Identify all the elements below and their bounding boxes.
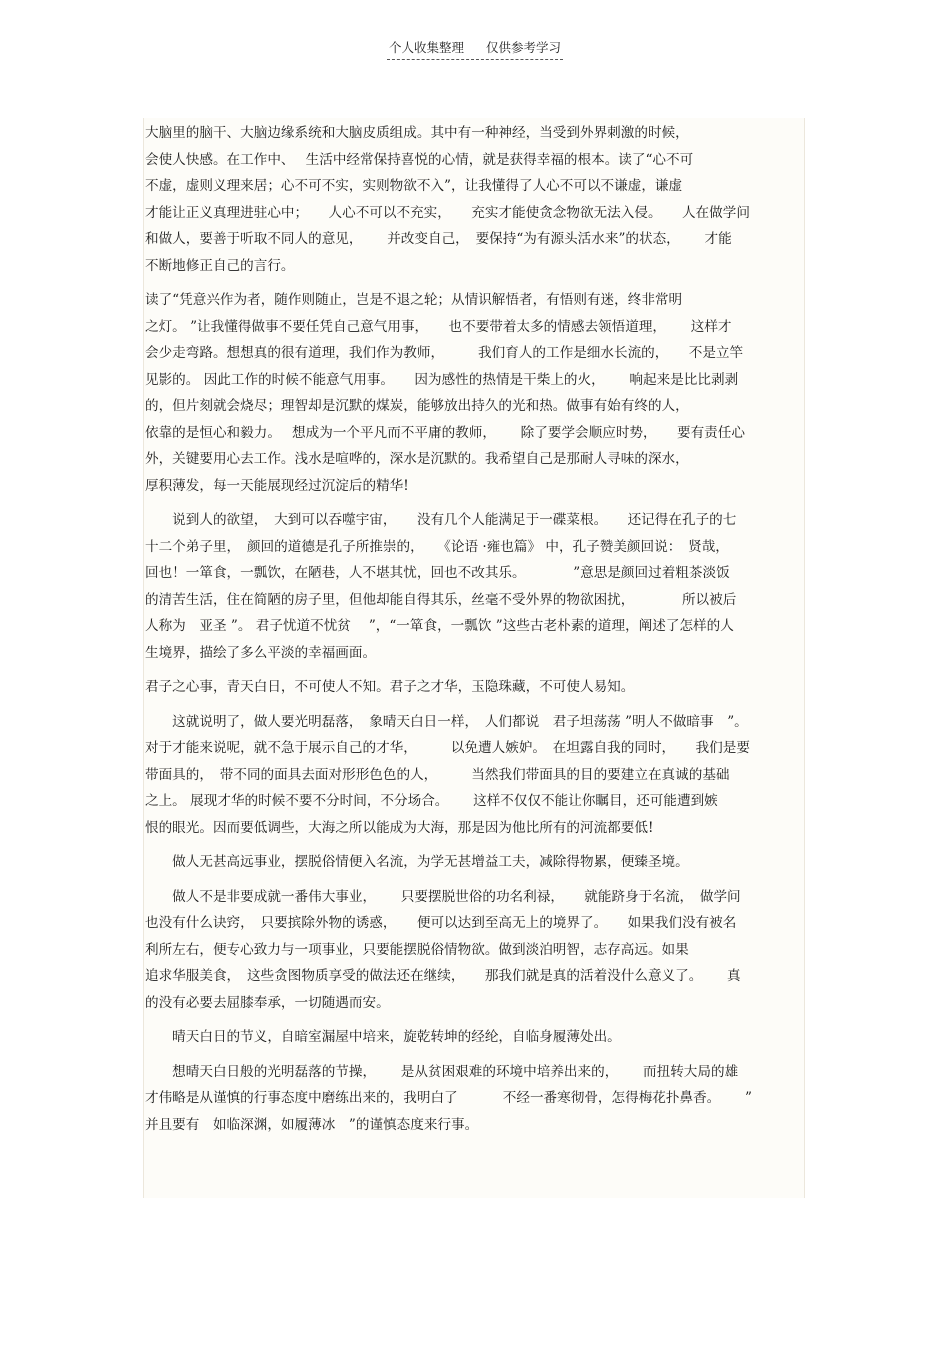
- document-text: [144, 118, 804, 1138]
- header-left-text: 个人收集整理: [388, 40, 464, 55]
- paragraph-8: 晴天白日的节义，自暗室漏屋中培来，旋乾转坤的经纶，自临身履薄处出。: [145, 1029, 621, 1045]
- header-right-text: 仅供参考学习: [486, 40, 562, 55]
- paragraph-7: 做人不是非要成就一番伟大事业， 只要摆脱世俗的功名利禄， 就能跻身于名流， 做学问 也没有什么诀窍， 只要摈除外物的诱惑， 便可以达到至高无上的境界了。 如果我们没有被名 利所左右，便专心致力与一项事业，只要能摆脱俗情物欲。做到淡泊明智，志存高远。如果 追求华服美食， 这些贪图物质享受的做法还在继续， 那我们就是真的活着没什么意义了。 真 的没有必要去屈膝奉承，一切随遇而安。: [145, 888, 741, 1011]
- paragraph-4: 君子之心事，青天白日，不可使人不知。君子之才华，玉隐珠藏，不可使人易知。: [145, 679, 635, 695]
- paragraph-9: 想晴天白日般的光明磊落的节操， 是从贫困艰难的环境中培养出来的， 而扭转大局的雄 才伟略是从谨慎的行事态度中磨练出来的，我明白了 不经一番寒彻骨，怎得梅花扑鼻香。 ” 并且要有 如临深渊，如履薄冰 ”的谨慎态度来行事。: [145, 1063, 752, 1133]
- paragraph-1: 大脑里的脑干、大脑边缘系统和大脑皮质组成。其中有一种神经，当受到外界刺激的时候， 会使人快感。在工作中、 生活中经常保持喜悦的心情，就是获得幸福的根本。读了“心不可 不虚，虚则义理来居；心不可不实，实则物欲不入”，让我懂得了人心不可以不谦虚，谦虚 才能让正义真理进驻心中； 人心不可以不充实， 充实才能使贪念物欲无法入侵。 人在做学问 和做人，要善于听取不同人的意见， 并改变自己， 要保持“为有源头活水来”的状态， 才能 不断地修正自己的言行。: [145, 125, 750, 274]
- paragraph-6: 做人无甚高远事业，摆脱俗情便入名流，为学无甚增益工夫，减除得物累，便臻圣境。: [145, 854, 689, 870]
- paragraph-5: 这就说明了，做人要光明磊落， 象晴天白日一样， 人们都说 君子坦荡荡 ”明人不做暗事 ”。 对于才能来说呢，就不急于展示自己的才华， 以免遭人嫉妒。 在坦露自我的同时， 我们是要 带面具的， 带不同的面具去面对形形色色的人， 当然我们带面具的目的要建立在真诚的基础 之上。 展现才华的时候不要不分时间，不分场合。 这样不仅仅不能让你瞩目，还可能遭到嫉 恨的眼光。因而要低调些，大海之所以能成为大海，那是因为他比所有的河流都要低!: [145, 713, 750, 836]
- page-header: [0, 38, 950, 60]
- document-body: [143, 118, 805, 1198]
- header-underline: [387, 38, 563, 60]
- paragraph-3: 说到人的欲望， 大到可以吞噬宇宙， 没有几个人能满足于一碟菜根。 还记得在孔子的七 十二个弟子里， 颜回的道德是孔子所推崇的， 《论语 ·雍也篇》 中，孔子赞美颜回说： 贤哉， 回也！一箪食，一瓢饮，在陋巷，人不堪其忧，回也不改其乐。 ”意思是颜回过着粗茶淡饭 的清苦生活，住在简陋的房子里，但他却能自得其乐，丝毫不受外界的物欲困扰， 所以被后 人称为 亚圣 ”。 君子忧道不忧贫 ”，“一箪食，一瓢饮 ”这些古老朴素的道理，阐述了怎样的人 生境界，描绘了多么平淡的幸福画面。: [145, 512, 737, 661]
- paragraph-2: 读了“凭意兴作为者，随作则随止，岂是不退之轮；从情识解悟者，有悟则有迷，终非常明 之灯。 ”让我懂得做事不要任凭自己意气用事， 也不要带着太多的情感去领悟道理， 这样才 会少走弯路。想想真的很有道理，我们作为教师， 我们育人的工作是细水长流的， 不是立竿 见影的。 因此工作的时候不能意气用事。 因为感性的热情是干柴上的火， 响起来是比比剥剥 的，但片刻就会烧尽；理智却是沉默的煤炭，能够放出持久的光和热。做事有始有终的人， 依靠的是恒心和毅力。 想成为一个平凡而不平庸的教师， 除了要学会顺应时势， 要有责任心 外，关键要用心去工作。浅水是喧哗的，深水是沉默的。我希望自己是那耐人寻味的深水， 厚积薄发，每一天能展现经过沉淀后的精华!: [145, 292, 745, 494]
